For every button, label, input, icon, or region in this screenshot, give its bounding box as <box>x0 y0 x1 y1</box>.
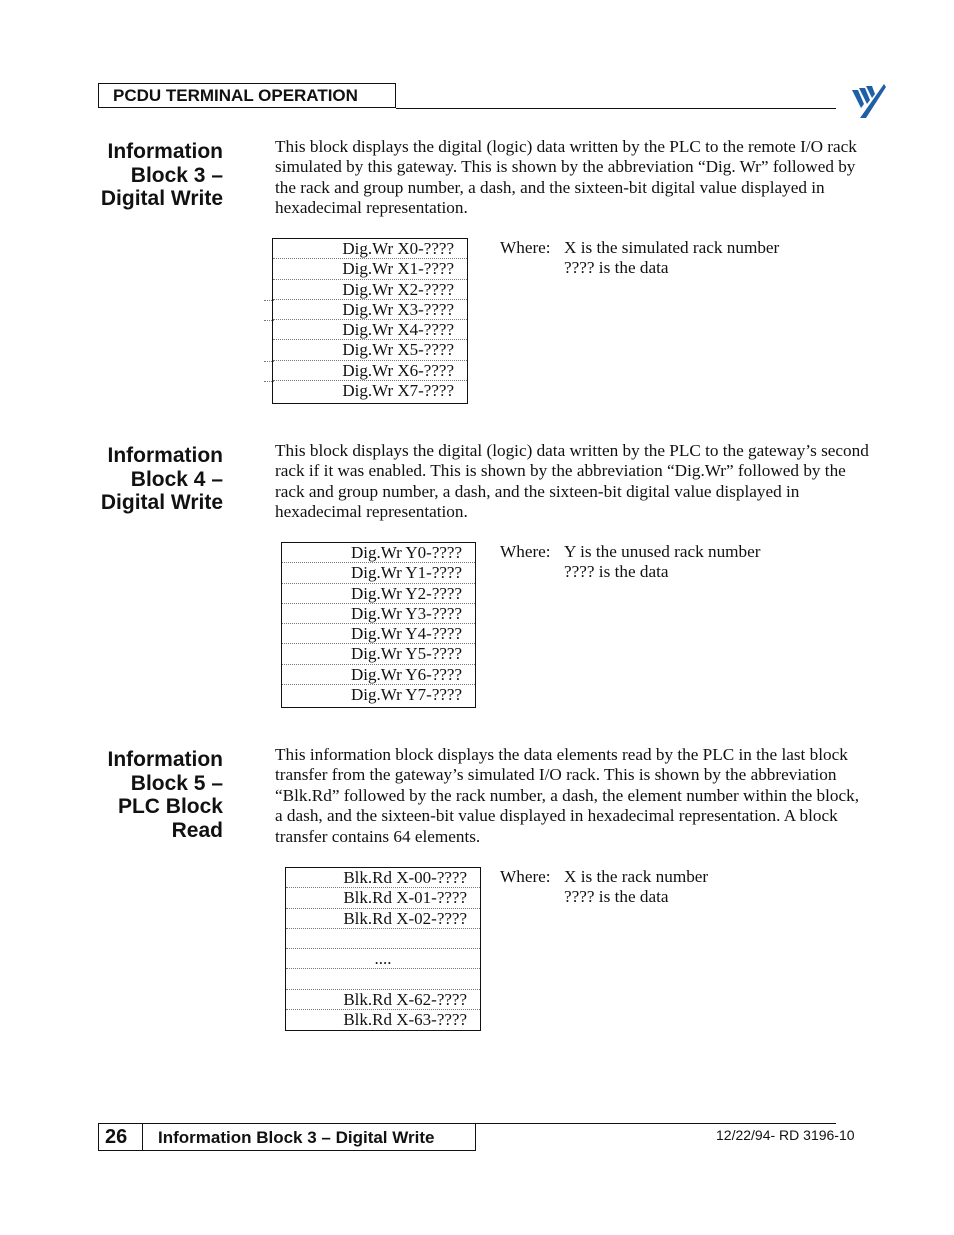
block3-display-box <box>272 238 468 404</box>
yaskawa-logo-icon <box>850 84 886 118</box>
display-row: Dig.Wr Y7-???? <box>350 685 462 705</box>
display-row: Dig.Wr X7-???? <box>342 381 454 401</box>
block4-where-note: Where: Y is the unused rack number ???? is the data <box>500 542 761 582</box>
page-number: 26 <box>98 1124 143 1151</box>
footer-date-reference: 12/22/94- RD 3196-10 <box>716 1127 855 1143</box>
section-heading-block5: Information Block 5 – PLC Block Read <box>107 748 223 842</box>
section-heading-block4: Information Block 4 – Digital Write <box>100 444 223 514</box>
header-rule <box>396 108 836 109</box>
block4-description: This block displays the digital (logic) data written by the PLC to the gateway’s second rack if it was enabled. This is shown by the abbreviation “Dig.Wr” followed by the rack and group number, a dash, and the sixteen-bit digital value displayed in hexadecimal representation. <box>275 441 869 522</box>
display-row: Dig.Wr Y1-???? <box>282 563 475 583</box>
display-row: Dig.Wr X2-???? <box>273 280 467 300</box>
display-row: Dig.Wr Y4-???? <box>282 624 475 644</box>
block5-display-box <box>285 867 481 1031</box>
display-row: Dig.Wr Y2-???? <box>282 584 475 604</box>
display-row: Dig.Wr Y6-???? <box>282 665 475 685</box>
display-row: Blk.Rd X-62-???? <box>286 990 480 1010</box>
section-heading-block3: Information Block 3 – Digital Write <box>100 140 223 210</box>
display-row: Blk.Rd X-00-???? <box>286 868 480 888</box>
block3-description: This block displays the digital (logic) data written by the PLC to the remote I/O rack simulated by this gateway. This is shown by the abbreviation “Dig. Wr” followed by the rack and group number, a dash, and the sixteen-bit digital value displayed in hexadecimal representation. <box>275 137 857 218</box>
display-row: Blk.Rd X-02-???? <box>286 909 480 929</box>
block5-description: This information block displays the data elements read by the PLC in the last block transfer from the gateway’s simulated I/O rack. This is shown by the abbreviation “Blk.Rd” followed by the rack number, a dash, the element number within the block, a dash, and the sixteen-bit value displayed in hexadecimal representation. A block transfer contains 64 elements. <box>275 745 860 846</box>
display-row: Dig.Wr X0-???? <box>273 239 467 259</box>
display-row: Dig.Wr Y5-???? <box>282 644 475 664</box>
tick-mark <box>264 361 274 363</box>
display-row-ellipsis: .... <box>286 949 480 969</box>
display-row: Dig.Wr X3-???? <box>273 300 467 320</box>
display-row <box>286 969 480 989</box>
display-row: Dig.Wr Y3-???? <box>282 604 475 624</box>
block3-where-note: Where: X is the simulated rack number ???? is the data <box>500 238 780 278</box>
display-row <box>286 929 480 949</box>
tick-mark <box>264 300 274 302</box>
footer-title: Information Block 3 – Digital Write <box>143 1124 476 1151</box>
display-row: Dig.Wr X4-???? <box>273 320 467 340</box>
block4-display-box <box>281 542 476 708</box>
display-row: Dig.Wr X1-???? <box>273 259 467 279</box>
tick-mark <box>264 320 274 322</box>
display-row: Dig.Wr Y0-???? <box>282 543 475 563</box>
header-title: PCDU TERMINAL OPERATION <box>98 83 396 108</box>
display-row: Dig.Wr X6-???? <box>273 361 467 381</box>
display-row: Blk.Rd X-63-???? <box>343 1010 467 1030</box>
block5-where-note: Where: X is the rack number ???? is the data <box>500 867 709 907</box>
display-row: Blk.Rd X-01-???? <box>286 888 480 908</box>
display-row: Dig.Wr X5-???? <box>273 340 467 360</box>
tick-mark <box>264 381 274 383</box>
